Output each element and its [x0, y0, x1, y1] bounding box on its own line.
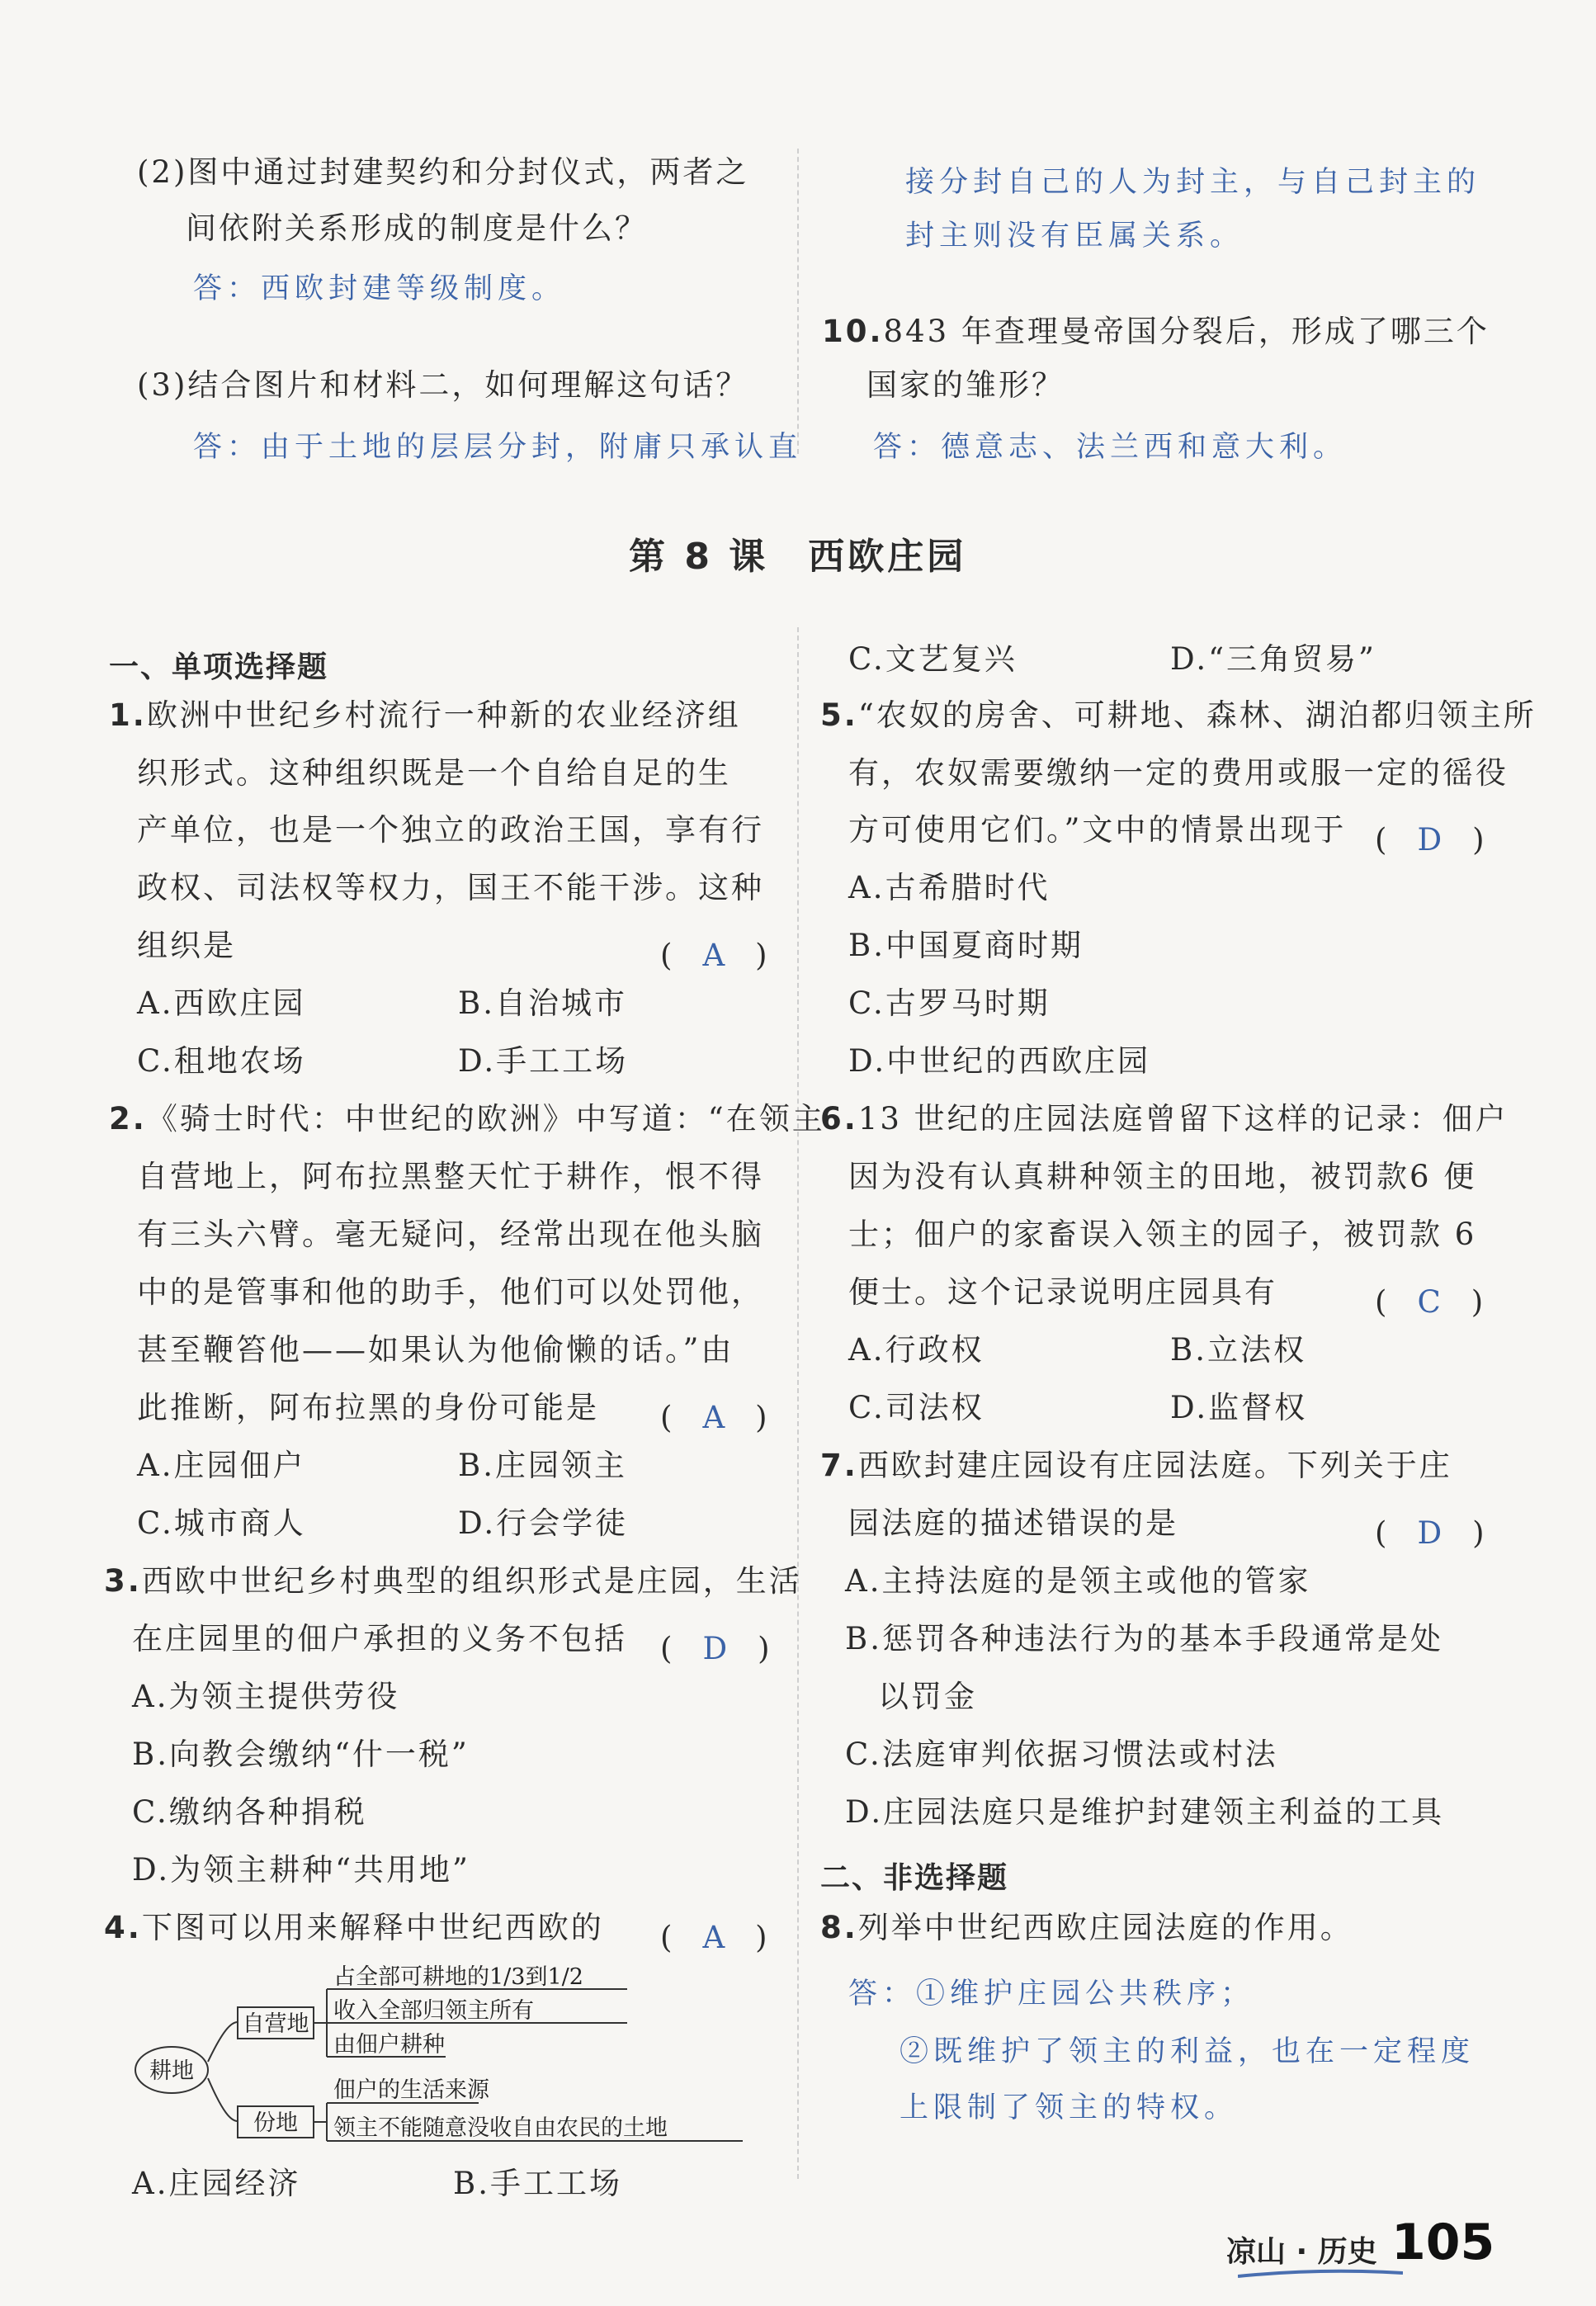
- q7-option-b-cont: 以罚金: [878, 1679, 977, 1714]
- lesson-title: 第 8 课 西欧庄园: [629, 536, 967, 578]
- section-non-choice: 二、非选择题: [820, 1861, 1009, 1895]
- q1-line3: 产单位，也是一个独立的政治王国，享有行: [137, 812, 764, 848]
- q2-line6: 此推断，阿布拉黑的身份可能是: [137, 1390, 599, 1425]
- q7-line2: 园法庭的描述错误的是: [848, 1505, 1178, 1541]
- q1-line5: 组织是: [137, 928, 236, 963]
- q1-line2: 织形式。这种组织既是一个自给自足的生: [137, 755, 731, 791]
- q5-line2: 有，农奴需要缴纳一定的费用或服一定的徭役: [848, 755, 1509, 791]
- q4-text-line: 下图可以用来解释中世纪西欧的: [141, 1910, 604, 1945]
- top-q3-answer-line1: 答：由于土地的层层分封，附庸只承认直: [193, 431, 803, 464]
- q1-answer-bracket: ( A ): [660, 938, 767, 973]
- q2-line5: 甚至鞭笞他——如果认为他偷懒的话。”由: [137, 1332, 734, 1368]
- q8-answer-line1: 答：①维护庄园公共秩序；: [848, 1978, 1255, 2011]
- q1-answer: A: [702, 938, 725, 973]
- q1-text-line: 欧洲中世纪乡村流行一种新的农业经济组: [146, 697, 741, 733]
- q1-line4: 政权、司法权等权力，国王不能干涉。这种: [137, 870, 764, 905]
- q1-option-a: A.西欧庄园: [137, 985, 306, 1021]
- q7-option-c: C.法庭审判依据习惯法或村法: [845, 1737, 1278, 1772]
- q3-option-d: D.为领主耕种“共用地”: [132, 1852, 470, 1888]
- q3-text-line: 西欧中世纪乡村典型的组织形式是庄园，生活: [141, 1563, 802, 1599]
- top-right-answer-line1: 接分封自己的人为封主，与自己封主的: [905, 166, 1481, 199]
- q4-option-c: C.文艺复兴: [848, 641, 1018, 677]
- q2-line3: 有三头六臂。毫无疑问，经常出现在他头脑: [137, 1217, 764, 1252]
- q2-line4: 中的是管事和他的助手，他们可以处罚他，: [137, 1274, 764, 1310]
- diagram-branch1-item: 占全部可耕地的1/3到1/2: [333, 1964, 583, 1990]
- diagram-branch1-item: 收入全部归领主所有: [333, 1998, 534, 2024]
- q6-text-line: 13 世纪的庄园法庭曾留下这样的记录：佃户: [857, 1101, 1509, 1136]
- q1-option-c: C.租地农场: [137, 1043, 306, 1079]
- top-q10-line2: 国家的雏形？: [866, 367, 1065, 403]
- q2-answer: A: [702, 1400, 725, 1435]
- diagram-branch2-item: 佃户的生活来源: [333, 2077, 489, 2103]
- q5-option-c: C.古罗马时期: [848, 985, 1051, 1021]
- q2-option-b: B.庄园领主: [458, 1448, 627, 1483]
- q8-answer-line3: 上限制了领主的特权。: [900, 2091, 1239, 2124]
- top-right-answer-line2: 封主则没有臣属关系。: [905, 220, 1244, 253]
- q3-number: 3.: [104, 1563, 142, 1599]
- page-number: 105: [1391, 2214, 1495, 2271]
- q5-answer: D: [1417, 822, 1443, 858]
- q7-answer-bracket: ( D ): [1375, 1515, 1485, 1551]
- q6-line2: 因为没有认真耕种领主的田地，被罚款6 便: [848, 1159, 1477, 1194]
- q7-option-b: B.惩罚各种违法行为的基本手段通常是处: [845, 1621, 1443, 1656]
- diagram-link-lower: [208, 2078, 238, 2121]
- top-q2-answer: 答：西欧封建等级制度。: [193, 272, 566, 305]
- q2-line2: 自营地上，阿布拉黑整天忙于耕作，恨不得: [137, 1159, 764, 1194]
- q7-line1: [820, 1450, 1452, 1481]
- q5-number: 5.: [820, 697, 858, 733]
- q6-option-a: A.行政权: [848, 1332, 985, 1368]
- q1-option-d: D.手工工场: [458, 1043, 629, 1079]
- q4-option-b: B.手工工场: [453, 2166, 622, 2201]
- section-single-choice: 一、单项选择题: [109, 650, 329, 684]
- q5-option-b: B.中国夏商时期: [848, 928, 1084, 963]
- q3-option-c: C.缴纳各种捐税: [132, 1794, 367, 1830]
- q3-answer: D: [702, 1631, 728, 1666]
- q4-line1: [104, 1912, 604, 1943]
- q5-text-line: “农奴的房舍、可耕地、森林、湖泊都归领主所: [857, 697, 1537, 733]
- q6-number: 6.: [820, 1101, 858, 1136]
- top-column-divider: [797, 149, 799, 454]
- q6-line1: [820, 1103, 1509, 1134]
- top-q10-answer: 答：德意志、法兰西和意大利。: [873, 431, 1348, 464]
- footer-subject: 凉山 · 历史: [1226, 2235, 1377, 2269]
- q4-option-d: D.“三角贸易”: [1170, 641, 1376, 677]
- q4-answer-bracket: ( A ): [660, 1920, 767, 1955]
- q8-text-line: 列举中世纪西欧庄园法庭的作用。: [857, 1910, 1353, 1945]
- footer-swoosh: [1238, 2268, 1403, 2280]
- top-q10: [822, 316, 1490, 347]
- q1-option-b: B.自治城市: [458, 985, 627, 1021]
- diagram-branch1-item: 由佃户耕种: [333, 2032, 445, 2058]
- q7-answer: D: [1417, 1515, 1443, 1551]
- q5-line3: 方可使用它们。”文中的情景出现于: [848, 812, 1347, 848]
- q3-answer-bracket: ( D ): [660, 1631, 770, 1666]
- q3-line2: 在庄园里的佃户承担的义务不包括: [132, 1621, 627, 1656]
- q6-line4: 便士。这个记录说明庄园具有: [848, 1274, 1277, 1310]
- q3-option-a: A.为领主提供劳役: [132, 1679, 400, 1714]
- q5-option-a: A.古希腊时代: [848, 870, 1051, 905]
- top-q3-line1: (3)结合图片和材料二，如何理解这句话？: [137, 367, 749, 403]
- q6-option-c: C.司法权: [848, 1390, 985, 1425]
- q4-number: 4.: [104, 1910, 142, 1945]
- q7-option-d: D.庄园法庭只是维护封建领主利益的工具: [845, 1794, 1445, 1830]
- q6-line3: 士；佃户的家畜误入领主的园子，被罚款 6: [848, 1217, 1477, 1252]
- q2-option-d: D.行会学徒: [458, 1505, 629, 1541]
- q3-option-b: B.向教会缴纳“什一税”: [132, 1737, 470, 1772]
- q5-line1: [820, 697, 1537, 733]
- diagram-root-label: 耕地: [149, 2058, 194, 2084]
- q2-option-a: A.庄园佃户: [137, 1448, 306, 1483]
- diagram-link-upper: [208, 2022, 238, 2062]
- q6-answer-bracket: ( C ): [1375, 1284, 1484, 1320]
- q6-option-b: B.立法权: [1170, 1332, 1306, 1368]
- q8-answer-line2: ②既维护了领主的利益，也在一定程度: [900, 2035, 1476, 2068]
- q2-answer-bracket: ( A ): [660, 1400, 767, 1435]
- q7-number: 7.: [820, 1448, 858, 1483]
- q2-option-c: C.城市商人: [137, 1505, 306, 1541]
- main-column-divider: [797, 627, 799, 2179]
- q8-line1: [820, 1912, 1353, 1943]
- q2-text-line: 《骑士时代：中世纪的欧洲》中写道：“在领主: [146, 1101, 825, 1136]
- diagram-branch1-label: 自营地: [242, 2011, 309, 2037]
- q4-option-a: A.庄园经济: [132, 2166, 301, 2201]
- q6-answer: C: [1417, 1284, 1441, 1320]
- q10-number: 10.: [822, 314, 884, 349]
- q7-option-a: A.主持法庭的是领主或他的管家: [845, 1563, 1311, 1599]
- q2-line1: [109, 1103, 825, 1134]
- q5-answer-bracket: ( D ): [1375, 822, 1485, 858]
- q10-line1: 843 年查理曼帝国分裂后，形成了哪三个: [883, 314, 1490, 349]
- q7-text-line: 西欧封建庄园设有庄园法庭。下列关于庄: [857, 1448, 1452, 1483]
- diagram-branch2-item: 领主不能随意没收自由农民的土地: [333, 2115, 668, 2141]
- q1-line1: [109, 697, 741, 733]
- q2-number: 2.: [109, 1101, 147, 1136]
- q6-option-d: D.监督权: [1170, 1390, 1308, 1425]
- q4-answer: A: [702, 1920, 725, 1955]
- q3-line1: [104, 1563, 802, 1599]
- diagram-branch2-label: 份地: [253, 2110, 298, 2136]
- top-q2-line1: (2)图中通过封建契约和分封仪式，两者之: [137, 154, 749, 190]
- q5-option-d: D.中世纪的西欧庄园: [848, 1043, 1151, 1079]
- land-diagram: [132, 1964, 759, 2162]
- q1-number: 1.: [109, 697, 147, 733]
- q8-number: 8.: [820, 1910, 858, 1945]
- top-q2-line2: 间依附关系形成的制度是什么？: [186, 210, 648, 246]
